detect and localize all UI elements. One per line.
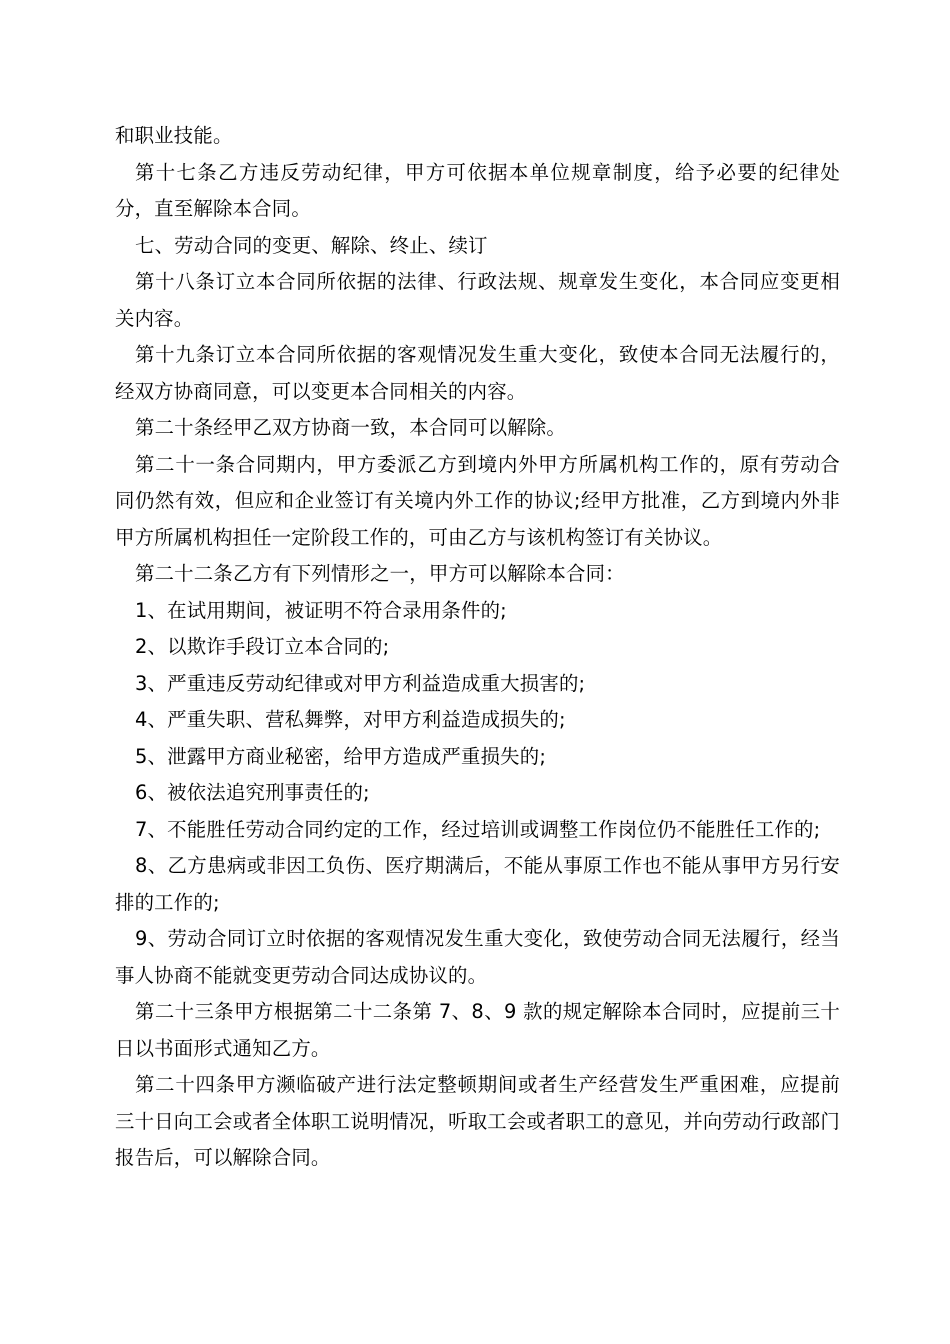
article-21: 第二十一条合同期内，甲方委派乙方到境内外甲方所属机构工作的，原有劳动合同仍然有效，但应和企业签订有关境内外工作的协议;经甲方批准，乙方到境内外非甲方所属机构担任一定阶段工作的，可由乙方与该机构签订有关协议。 [115,452,840,549]
section-heading-7: 七、劳动合同的变更、解除、终止、续订 [135,233,488,257]
list-item-5: 5、泄露甲方商业秘密，给甲方造成严重损失的; [135,744,547,768]
document-body [115,118,840,1177]
article-23: 第二十三条甲方根据第二十二条第 7、8、9 款的规定解除本合同时，应提前三十日以书面形式通知乙方。 [115,1000,840,1060]
list-item-2: 2、以欺诈手段订立本合同的; [135,635,390,658]
article-22: 第二十二条乙方有下列情形之一，甲方可以解除本合同： [135,562,625,585]
article-24: 第二十四条甲方濒临破产进行法定整顿期间或者生产经营发生严重困难，应提前三十日向工会或者全体职工说明情况，听取工会或者职工的意见，并向劳动行政部门报告后，可以解除合同。 [115,1073,840,1169]
article-19: 第十九条订立本合同所依据的客观情况发生重大变化，致使本合同无法履行的，经双方协商同意，可以变更本合同相关的内容。 [115,343,840,403]
list-item-6: 6、被依法追究刑事责任的; [135,781,370,804]
list-item-8: 8、乙方患病或非因工负伤、医疗期满后，不能从事原工作也不能从事甲方另行安排的工作的; [115,854,840,914]
list-item-9: 9、劳动合同订立时依据的客观情况发生重大变化，致使劳动合同无法履行，经当事人协商不能就变更劳动合同达成协议的。 [115,927,840,987]
article-17: 第十七条乙方违反劳动纪律，甲方可依据本单位规章制度，给予必要的纪律处分，直至解除本合同。 [115,160,840,220]
article-18: 第十八条订立本合同所依据的法律、行政法规、规章发生变化，本合同应变更相关内容。 [115,270,840,330]
list-item-3: 3、严重违反劳动纪律或对甲方利益造成重大损害的; [135,671,586,695]
list-item-4: 4、严重失职、营私舞弊，对甲方利益造成损失的; [135,708,566,731]
article-20: 第二十条经甲乙双方协商一致，本合同可以解除。 [135,416,566,439]
list-item-7: 7、不能胜任劳动合同约定的工作，经过培训或调整工作岗位仍不能胜任工作的; [135,817,821,841]
list-item-1: 1、在试用期间，被证明不符合录用条件的; [135,598,507,622]
paragraph-continuation: 和职业技能。 [115,124,233,147]
